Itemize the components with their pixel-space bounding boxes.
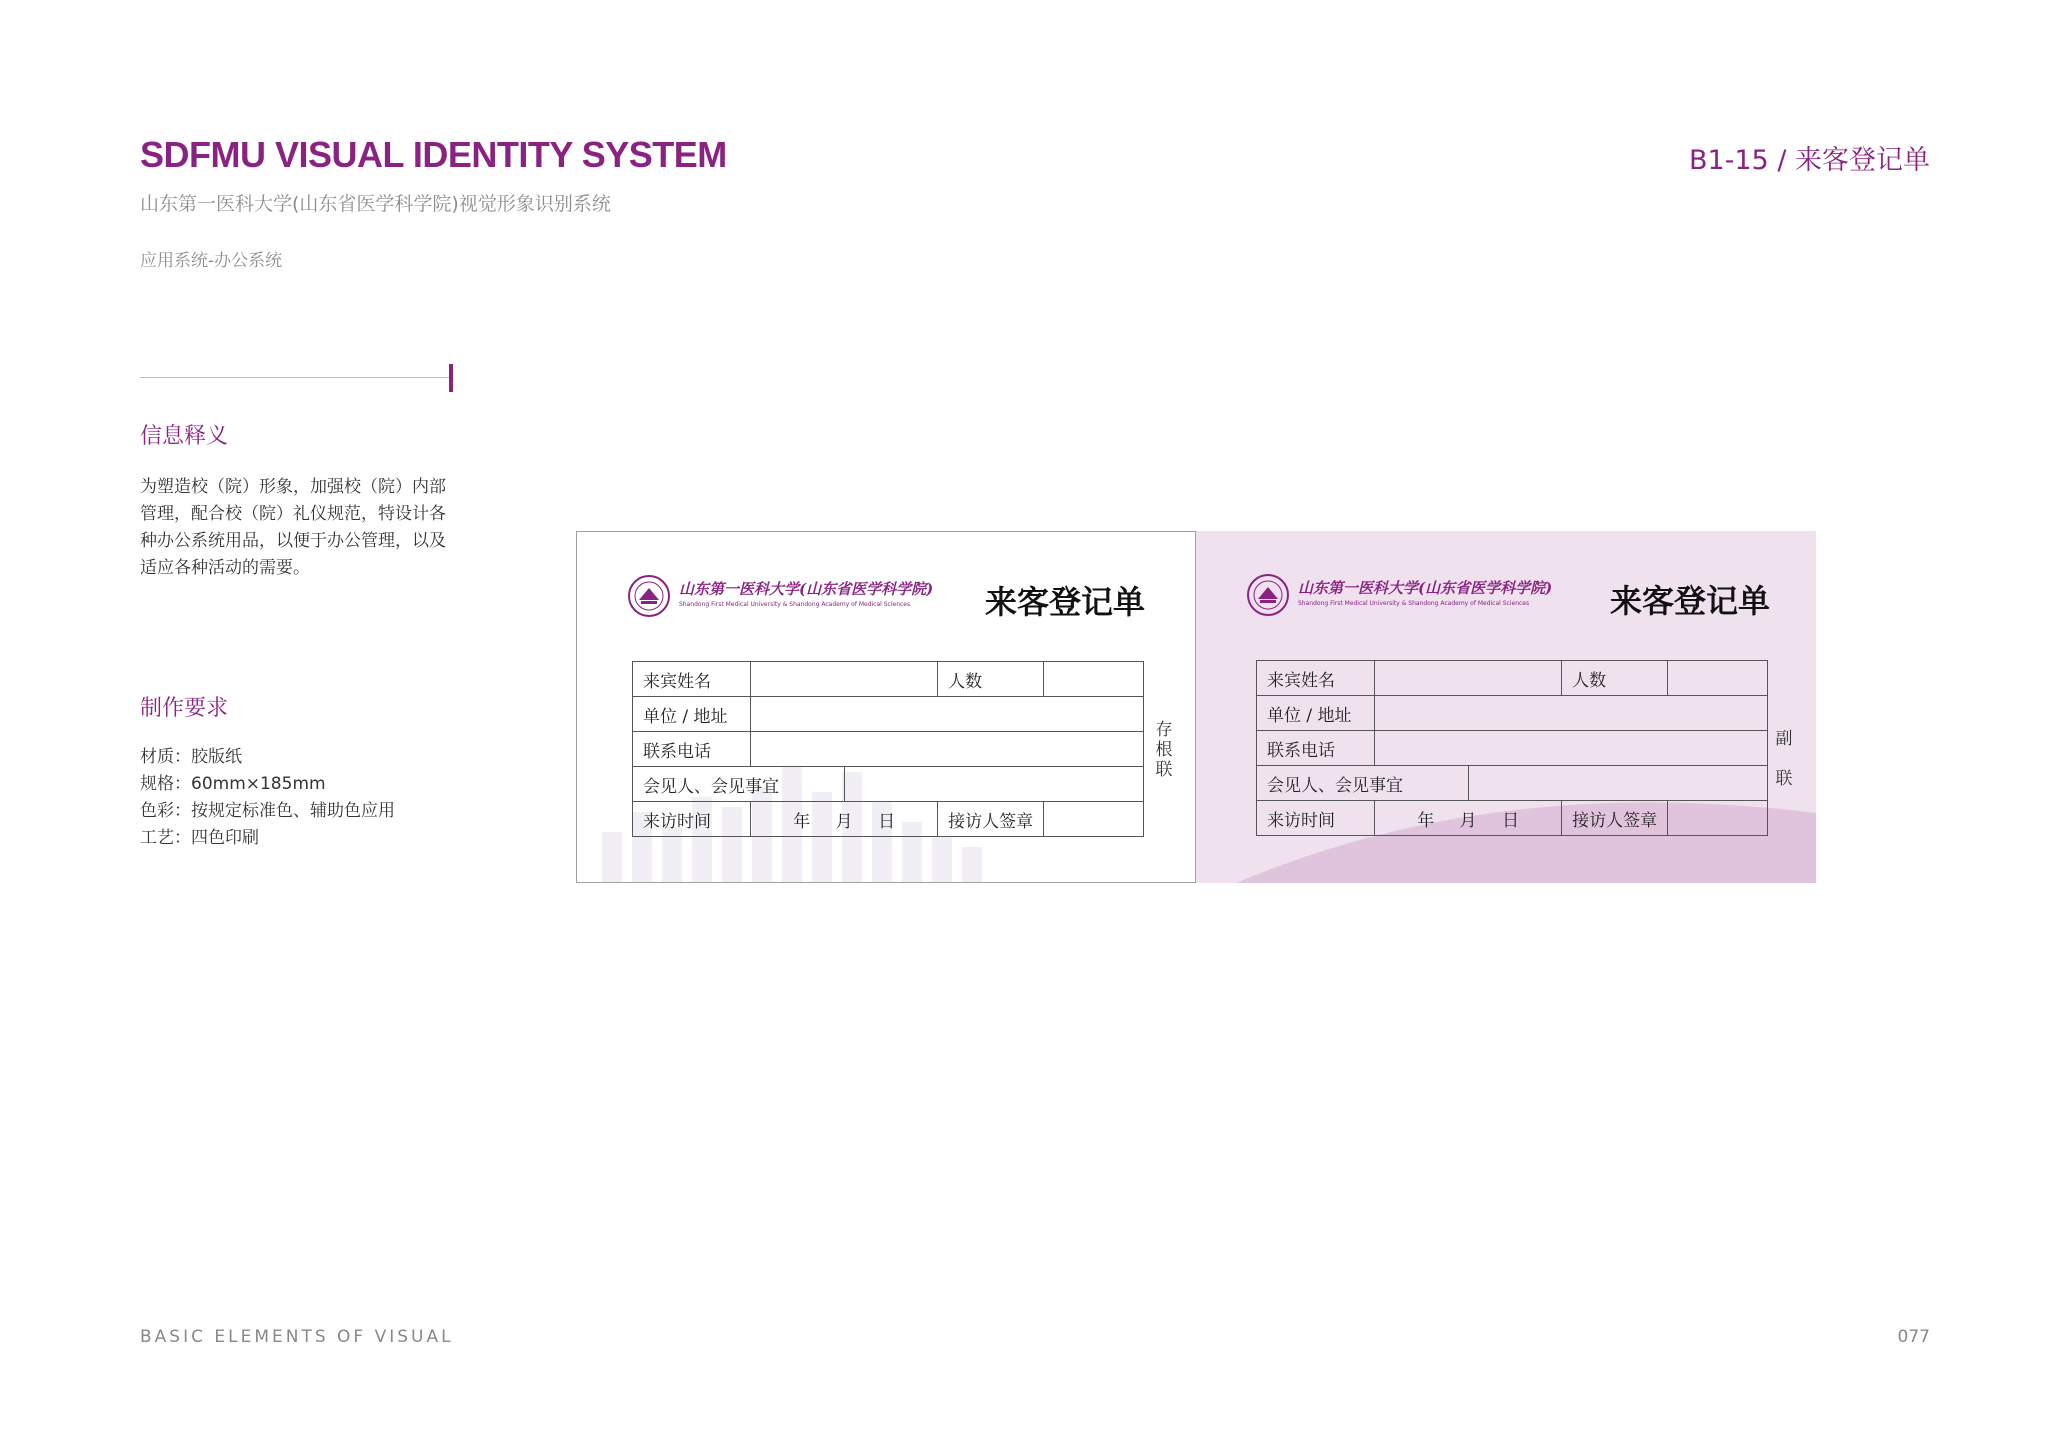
- label-visitor-name: 来宾姓名: [633, 662, 751, 697]
- input-count: [1668, 661, 1768, 696]
- info-line: 为塑造校（院）形象，加强校（院）内部: [140, 477, 446, 497]
- label-count: 人数: [938, 662, 1044, 697]
- label-receiver-sign: 接访人签章: [938, 802, 1044, 837]
- label-phone: 联系电话: [633, 732, 751, 767]
- label-visit-time: 来访时间: [1257, 801, 1375, 836]
- requirement-item: 规格：60mm×185mm: [140, 774, 326, 794]
- label-phone: 联系电话: [1257, 731, 1375, 766]
- university-logo: [627, 574, 947, 620]
- label-meet-matter: 会见人、会见事宜: [633, 767, 845, 802]
- visitor-form-stub: [576, 531, 1196, 883]
- divider-line: [140, 377, 452, 378]
- label-unit-address: 单位 / 地址: [633, 697, 751, 732]
- page-code: B1-15 / 来客登记单: [1688, 145, 1930, 176]
- section-label: 应用系统-办公系统: [140, 251, 283, 271]
- requirement-item: 色彩：按规定标准色、辅助色应用: [140, 801, 395, 821]
- logo-chinese-name: 山东第一医科大学(山东省医学科学院): [679, 580, 934, 598]
- input-visitor-name: [751, 662, 938, 697]
- footer-label: BASIC ELEMENTS OF VISUAL: [140, 1327, 454, 1347]
- page-title: SDFMU VISUAL IDENTITY SYSTEM: [140, 134, 727, 175]
- input-phone: [751, 732, 1144, 767]
- logo-english-name: Shandong First Medical University & Shandong Academy of Medical Sciences: [679, 601, 911, 608]
- form-table: [632, 661, 1144, 837]
- input-unit-address: [751, 697, 1144, 732]
- page-number: 077: [1897, 1327, 1930, 1347]
- input-count: [1044, 662, 1144, 697]
- label-meet-matter: 会见人、会见事宜: [1257, 766, 1469, 801]
- input-unit-address: [1375, 696, 1768, 731]
- label-receiver-sign: 接访人签章: [1562, 801, 1668, 836]
- input-meet-matter: [1469, 766, 1768, 801]
- copy-label: 副联: [1775, 729, 1793, 789]
- university-emblem-icon: [627, 574, 671, 618]
- visitor-form-copy: [1196, 531, 1816, 883]
- stub-label: 存根联: [1155, 720, 1173, 780]
- label-unit-address: 单位 / 地址: [1257, 696, 1375, 731]
- info-heading: 信息释义: [140, 424, 229, 449]
- requirements-list: [140, 744, 395, 852]
- input-phone: [1375, 731, 1768, 766]
- input-receiver-sign: [1044, 802, 1144, 837]
- form-title: 来客登记单: [985, 583, 1146, 621]
- logo-english-name: Shandong First Medical University & Shandong Academy of Medical Sciences: [1298, 600, 1530, 607]
- info-line: 种办公系统用品，以便于办公管理，以及: [140, 531, 446, 551]
- input-receiver-sign: [1668, 801, 1768, 836]
- logo-chinese-name: 山东第一医科大学(山东省医学科学院): [1298, 579, 1553, 597]
- input-visitor-name: [1375, 661, 1562, 696]
- form-table: [1256, 660, 1768, 836]
- date-field: 年 月 日: [1375, 801, 1562, 836]
- info-line: 管理，配合校（院）礼仪规范，特设计各: [140, 504, 446, 524]
- date-field: 年 月 日: [751, 802, 938, 837]
- form-title: 来客登记单: [1610, 582, 1771, 620]
- requirement-item: 工艺：四色印刷: [140, 828, 259, 848]
- info-paragraph: [140, 474, 460, 582]
- label-visit-time: 来访时间: [633, 802, 751, 837]
- university-logo: [1246, 573, 1566, 619]
- label-count: 人数: [1562, 661, 1668, 696]
- input-meet-matter: [845, 767, 1144, 802]
- info-line: 适应各种活动的需要。: [140, 558, 310, 578]
- requirement-item: 材质：胶版纸: [140, 747, 242, 767]
- label-visitor-name: 来宾姓名: [1257, 661, 1375, 696]
- page-subtitle: 山东第一医科大学(山东省医学科学院)视觉形象识别系统: [140, 193, 611, 215]
- requirements-heading: 制作要求: [140, 696, 229, 721]
- university-emblem-icon: [1246, 573, 1290, 617]
- divider-accent: [449, 364, 453, 392]
